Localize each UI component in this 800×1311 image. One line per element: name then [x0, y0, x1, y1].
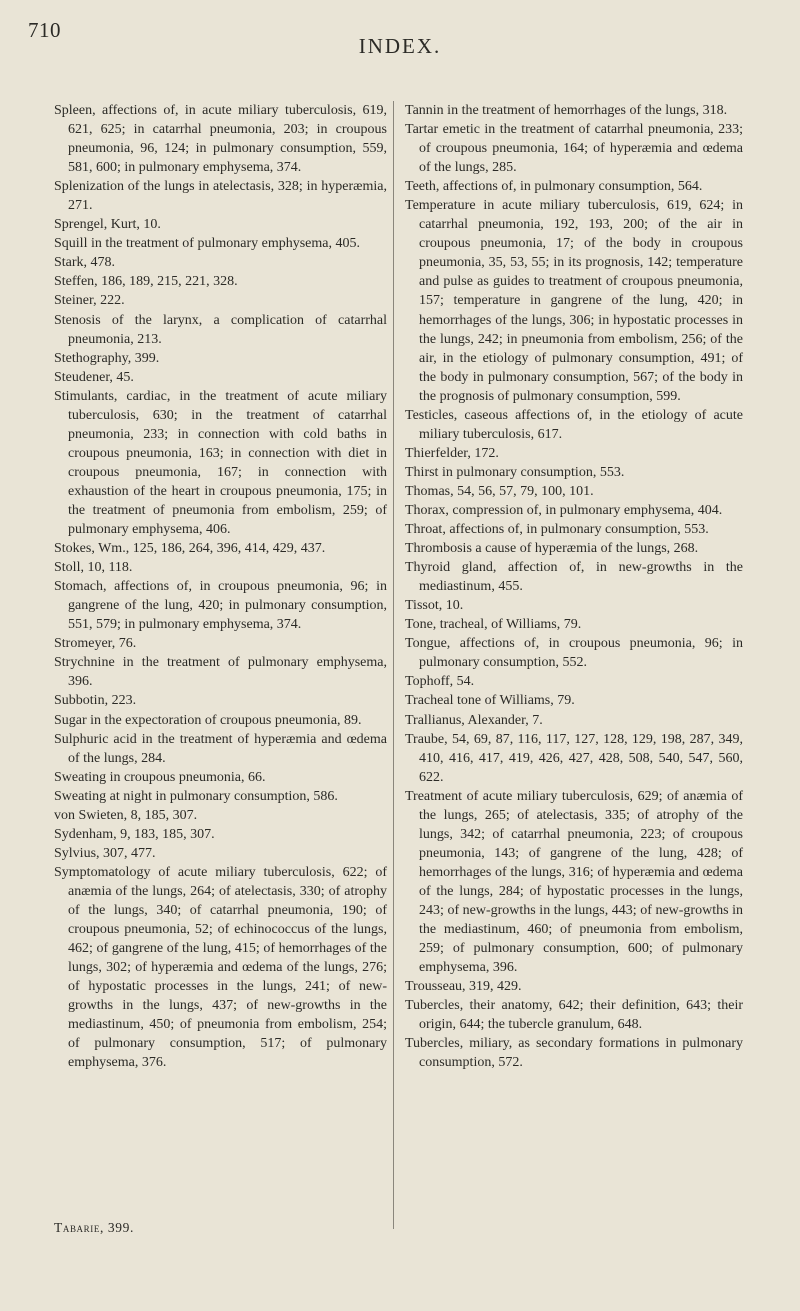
index-entry: Treatment of acute miliary tuberculosis, 629; of anæmia of the lungs, 265; of atelectasis, 335; of atrophy of the lungs, 342; of catarrhal pneumonia, 223; of croupous pneumonia, 143; of gangrene of the lung, 428; of hemorrhages of the lungs, 316; of hyperæmia and œdema of the lungs, 284; of hypostatic processes in the lungs, 243; of new-growths in the lungs, 443; of new-growths in the mediastinum, 460; of pneumonia from embolism, 259; of pulmonary consumption, 600; of pulmonary emphysema, 396. [405, 788, 743, 976]
index-entry: Thirst in pulmonary consumption, 553. [405, 464, 625, 480]
index-entry: Stethography, 399. [54, 350, 160, 366]
index-entry: Tubercles, their anatomy, 642; their definition, 643; their origin, 644; the tubercle granulum, 648. [405, 998, 743, 1033]
index-entry: Thierfelder, 172. [405, 445, 499, 461]
index-entry: Strychnine in the treatment of pulmonary emphysema, 396. [54, 655, 387, 690]
index-entry: von Swieten, 8, 185, 307. [54, 807, 198, 823]
running-head: INDEX. [358, 34, 442, 58]
index-entry: Stark, 478. [54, 255, 116, 271]
index-entry: Sugar in the expectoration of croupous pneumonia, 89. [54, 712, 362, 728]
index-entry: Sydenham, 9, 183, 185, 307. [54, 826, 215, 842]
index-entry: Stimulants, cardiac, in the treatment of acute miliary tuberculosis, 630; in the treatment of catarrhal pneumonia, 233; in connection with cold baths in croupous pneumonia, 163; in connection with diet in croupous pneumonia, 167; in connection with exhaustion of the heart in croupous pneumonia, 175; in the treatment of pneumonia from embolism, 259; of pulmonary emphysema, 406. [54, 388, 387, 538]
index-entry: Stokes, Wm., 125, 186, 264, 396, 414, 429, 437. [54, 541, 326, 557]
page-number: 710 [28, 18, 61, 42]
index-entry: Tissot, 10. [405, 598, 464, 614]
index-entry: Tubercles, miliary, as secondary formations in pulmonary consumption, 572. [405, 1036, 743, 1071]
index-entry: Tannin in the treatment of hemorrhages of the lungs, 318. [405, 103, 728, 118]
index-entry: Temperature in acute miliary tuberculosis, 619, 624; in catarrhal pneumonia, 192, 193, 200; of the air in croupous pneumonia, 17; of the body in croupous pneumonia, 35, 53, 55; in its prognosis, 142; temperature and pulse as guides to treatment of croupous pneumonia, 157; temperature in gangrene of the lung, 420; in hemorrhages of the lungs, 306; in hypostatic processes in the lungs, 242; in pneumonia from embolism, 256; of the air, in the etiology of pulmonary consumption, 491; of the body in pulmonary consumption, 567; of the body in the prognosis of pulmonary consumption, 599. [405, 198, 743, 404]
index-entry: Symptomatology of acute miliary tuberculosis, 622; of anæmia of the lungs, 264; of atelectasis, 330; of atrophy of the lungs, 340; of catarrhal pneumonia, 190; of croupous pneumonia, 52; of echinococcus of the lungs, 462; of gangrene of the lung, 415; of hemorrhages of the lungs, 302; of hyperæmia and œdema of the lungs, 276; of hypostatic processes in the lungs, 241; of new-growths in the lungs, 437; of new-growths in the mediastinum, 450; of pneumonia from embolism, 254; of pulmonary consumption, 517; of pulmonary emphysema, 376. [54, 864, 387, 1071]
index-entry: Stenosis of the larynx, a complication of catarrhal pneumonia, 213. [54, 312, 387, 347]
index-entry: Spleen, affections of, in acute miliary tuberculosis, 619, 621, 625; in catarrhal pneumonia, 203; in croupous pneumonia, 96, 124; in pulmonary consumption, 559, 581, 600; in pulmonary emphysema, 374. [54, 103, 387, 176]
index-entry: Teeth, affections of, in pulmonary consumption, 564. [405, 179, 703, 195]
index-entry: Thyroid gland, affection of, in new-growths in the mediastinum, 455. [405, 560, 743, 595]
index-entry: Thrombosis a cause of hyperæmia of the lungs, 268. [405, 541, 699, 557]
index-entry: Tartar emetic in the treatment of catarrhal pneumonia, 233; of croupous pneumonia, 164; of hyperæmia and œdema of the lungs, 285. [405, 122, 743, 176]
index-entry: Stomach, affections of, in croupous pneumonia, 96; in gangrene of the lung, 420; in pulmonary consumption, 551, 579; in pulmonary emphysema, 374. [54, 579, 387, 633]
index-entry: Thomas, 54, 56, 57, 79, 100, 101. [405, 483, 594, 499]
index-entry: Throat, affections of, in pulmonary consumption, 553. [405, 522, 709, 538]
index-entry: Tracheal tone of Williams, 79. [405, 693, 575, 709]
index-entry: Tongue, affections of, in croupous pneumonia, 96; in pulmonary consumption, 552. [405, 636, 743, 671]
index-entry: Subbotin, 223. [54, 693, 137, 709]
index-entry: Trallianus, Alexander, 7. [405, 712, 543, 728]
index-entry: Steudener, 45. [54, 369, 134, 385]
left-column [54, 101, 387, 1072]
index-entry: Stoll, 10, 118. [54, 560, 133, 576]
index-entry: Stromeyer, 76. [54, 636, 137, 652]
column-divider [393, 101, 394, 1229]
index-entry: Traube, 54, 69, 87, 116, 117, 127, 128, 129, 198, 287, 349, 410, 416, 417, 419, 426, 427, 428, 508, 540, 547, 560, 622. [405, 731, 743, 785]
index-entry: Testicles, caseous affections of, in the etiology of acute miliary tuberculosis, 617. [405, 407, 743, 442]
index-entry: Trousseau, 319, 429. [405, 979, 522, 995]
index-entry: Steffen, 186, 189, 215, 221, 328. [54, 274, 238, 290]
index-entry: Steiner, 222. [54, 293, 125, 309]
index-entry: Squill in the treatment of pulmonary emphysema, 405. [54, 236, 360, 252]
index-entry: Splenization of the lungs in atelectasis, 328; in hyperæmia, 271. [54, 179, 387, 214]
index-entry: Sweating at night in pulmonary consumption, 586. [54, 788, 338, 804]
index-entry: Thorax, compression of, in pulmonary emphysema, 404. [405, 502, 723, 518]
index-entry: Sweating in croupous pneumonia, 66. [54, 769, 266, 785]
index-entry: Sulphuric acid in the treatment of hyperæmia and œdema of the lungs, 284. [54, 731, 387, 766]
index-entry: Sylvius, 307, 477. [54, 845, 156, 861]
footer-entry: Tabarie, 399. [54, 1220, 134, 1235]
index-entry: Tone, tracheal, of Williams, 79. [405, 617, 582, 633]
right-column [405, 101, 743, 1072]
index-entry: Tophoff, 54. [405, 674, 475, 690]
index-entry: Sprengel, Kurt, 10. [54, 217, 161, 233]
